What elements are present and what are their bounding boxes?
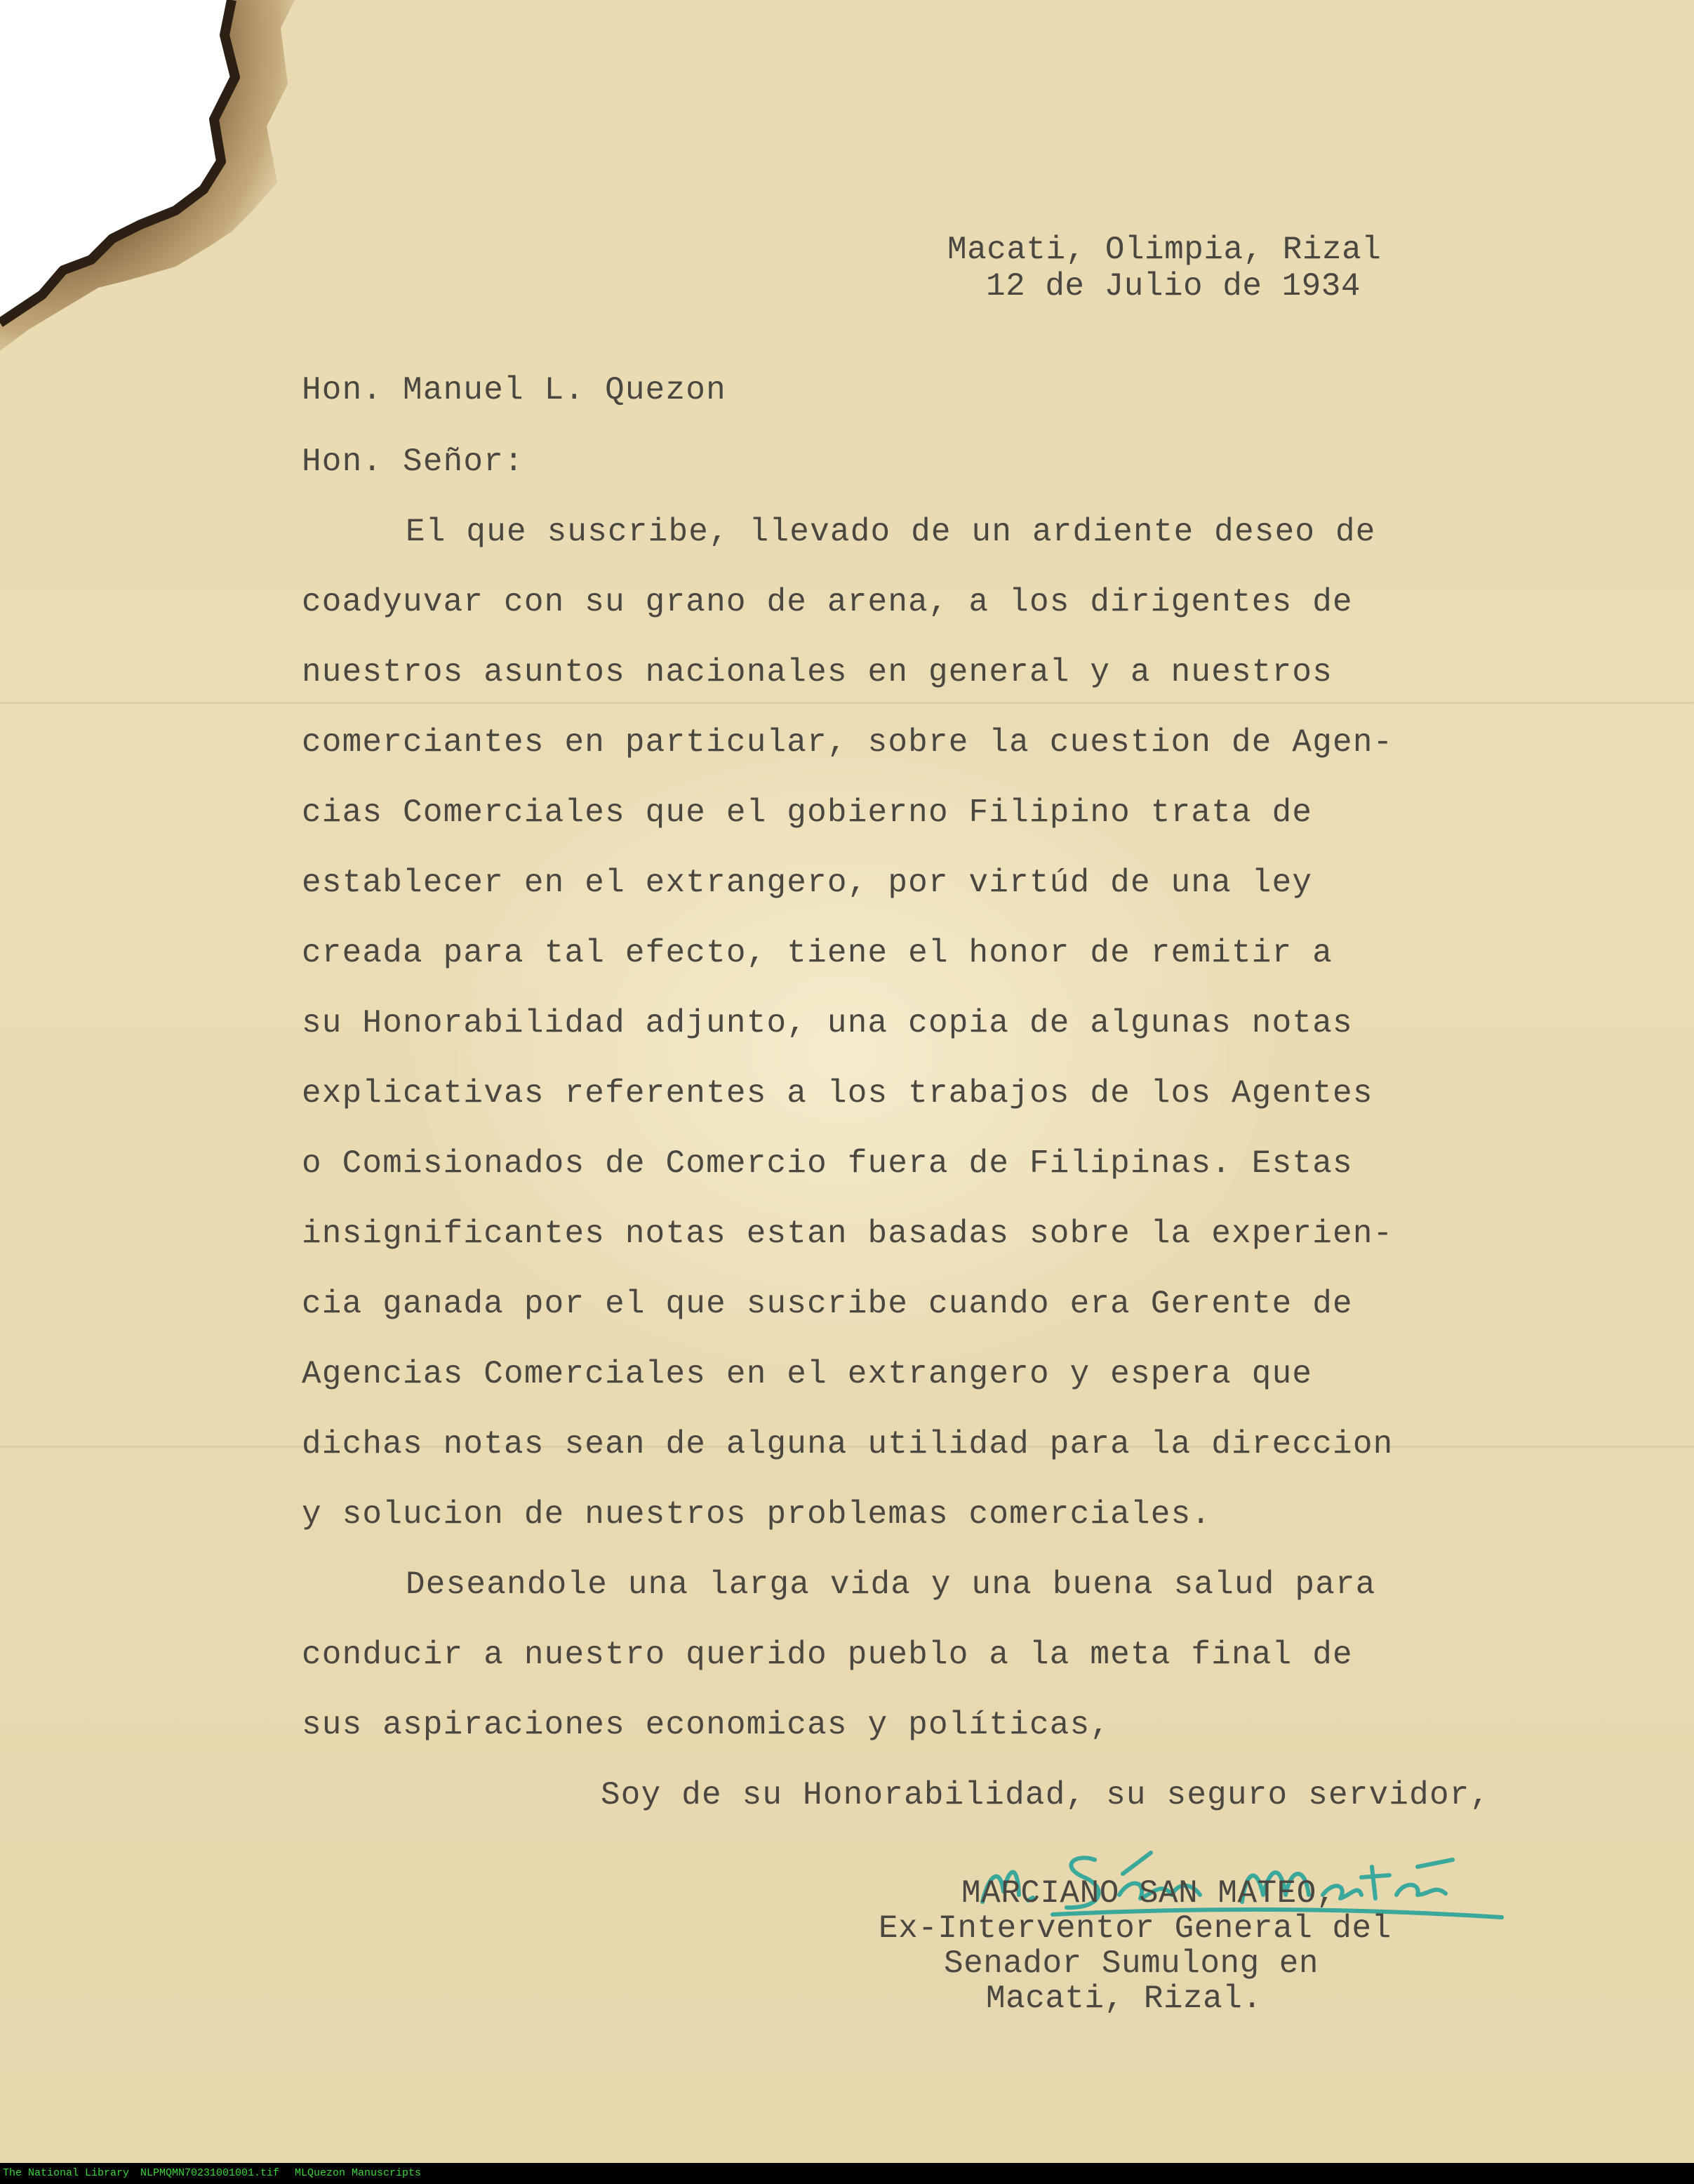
body-line: y solucion de nuestros problemas comerciales. xyxy=(302,1496,1212,1533)
body-line: cia ganada por el que suscribe cuando era Gerente de xyxy=(302,1286,1353,1322)
signer-title: Ex-Interventor General del xyxy=(879,1910,1392,1947)
body-line: explicativas referentes a los trabajos de los Agentes xyxy=(302,1075,1373,1112)
recipient: Hon. Manuel L. Quezon xyxy=(302,372,726,408)
body-line: cias Comerciales que el gobierno Filipino trata de xyxy=(302,794,1313,831)
body-line: coadyuvar con su grano de arena, a los dirigentes de xyxy=(302,584,1353,620)
letter-date: 12 de Julio de 1934 xyxy=(986,268,1361,305)
body-line: creada para tal efecto, tiene el honor de remitir a xyxy=(302,935,1333,971)
body-line: comerciantes en particular, sobre la cuestion de Agen- xyxy=(302,724,1394,761)
fold-line xyxy=(0,702,1694,704)
closing: Soy de su Honorabilidad, su seguro servidor, xyxy=(601,1777,1490,1813)
body-line: nuestros asuntos nacionales en general y a nuestros xyxy=(302,654,1333,691)
salutation: Hon. Señor: xyxy=(302,444,524,480)
footer-collection: MLQuezon Manuscripts xyxy=(295,2167,422,2179)
body-line: Deseandole una larga vida y una buena salud para xyxy=(406,1566,1376,1603)
signer-title: Senador Sumulong en xyxy=(944,1945,1319,1982)
footer-filename: NLPMQMN70231001001.tif xyxy=(140,2167,280,2179)
body-line: Agencias Comerciales en el extrangero y espera que xyxy=(302,1356,1313,1392)
burnt-corner xyxy=(0,0,295,379)
archive-footer xyxy=(0,2163,1694,2184)
signer-location: Macati, Rizal. xyxy=(986,1980,1262,2017)
footer-library: The National Library xyxy=(3,2167,130,2179)
body-line: su Honorabilidad adjunto, una copia de algunas notas xyxy=(302,1005,1353,1041)
body-line: establecer en el extrangero, por virtúd de una ley xyxy=(302,865,1313,901)
body-line: dichas notas sean de alguna utilidad para la direccion xyxy=(302,1426,1394,1463)
letter-place: Macati, Olimpia, Rizal xyxy=(947,232,1382,268)
body-line: o Comisionados de Comercio fuera de Filipinas. Estas xyxy=(302,1145,1353,1182)
body-line: El que suscribe, llevado de un ardiente deseo de xyxy=(406,514,1376,550)
body-line: insignificantes notas estan basadas sobre la experien- xyxy=(302,1216,1394,1252)
body-line: sus aspiraciones economicas y políticas, xyxy=(302,1707,1111,1743)
signer-name: MARCIANO SAN MATEO, xyxy=(961,1875,1336,1912)
body-line: conducir a nuestro querido pueblo a la meta final de xyxy=(302,1637,1353,1673)
